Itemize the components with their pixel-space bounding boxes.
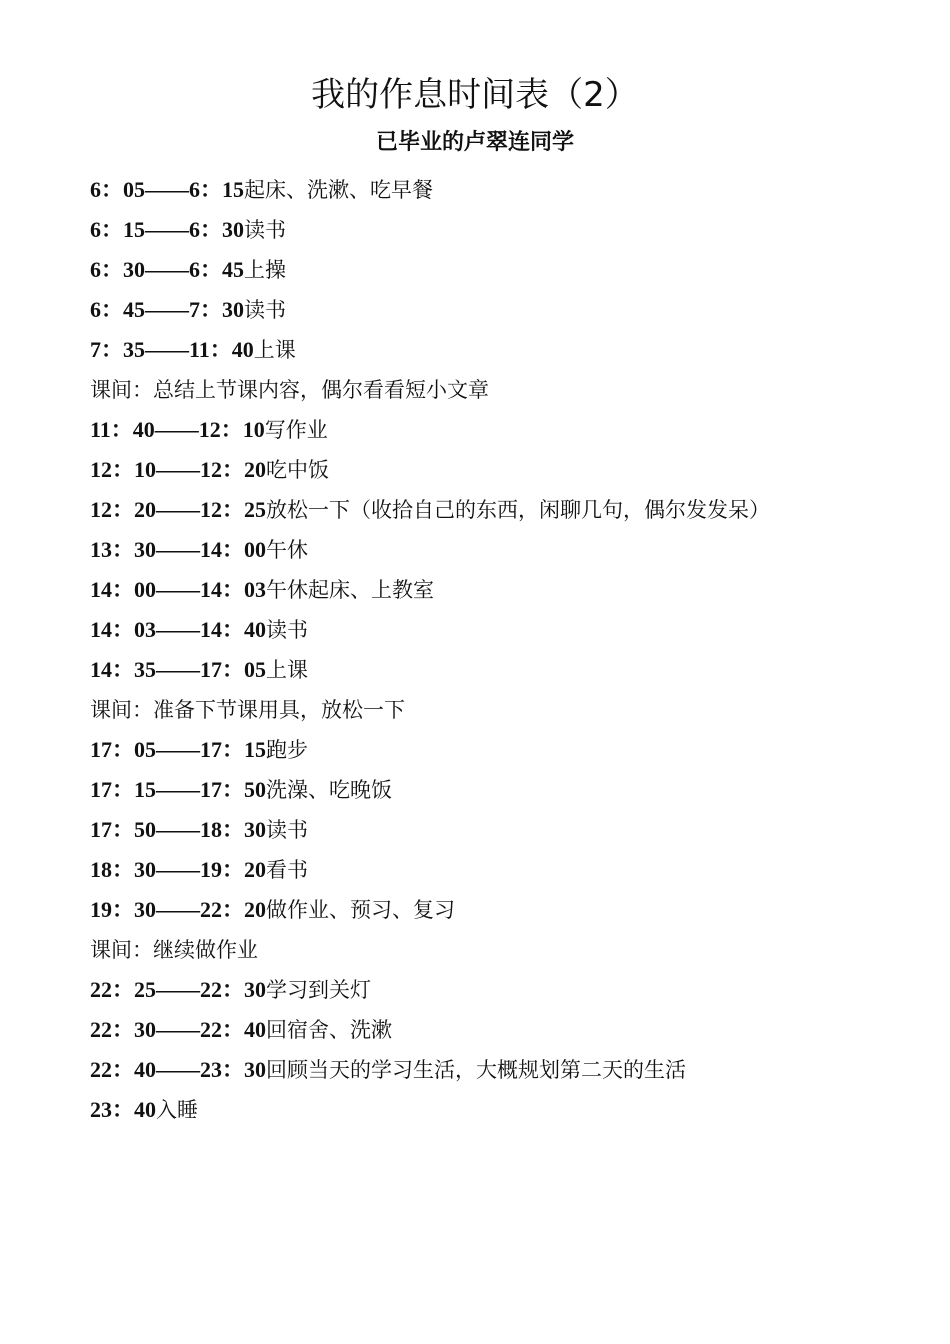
activity-text: 上操: [244, 258, 287, 282]
schedule-row: [90, 530, 930, 570]
time-range: 12：20——12：25: [90, 497, 267, 522]
activity-text: 回顾当天的学习生活，大概规划第二天的生活: [266, 1058, 687, 1082]
time-range: 22：40——23：30: [90, 1057, 267, 1082]
time-range: 6：05——6：15: [90, 177, 245, 202]
activity-text: 午休: [266, 538, 309, 562]
break-note: 课间：总结上节课内容，偶尔看看短小文章: [90, 378, 489, 402]
activity-text: 写作业: [264, 418, 328, 442]
time-range: 7：35——11：40: [90, 337, 254, 362]
time-range: 12：10——12：20: [90, 457, 267, 482]
author-subtitle: 已毕业的卢翠连同学: [375, 130, 574, 155]
break-note: 课间：继续做作业: [90, 938, 258, 962]
schedule-row: [90, 850, 930, 890]
time-range: 17：15——17：50: [90, 777, 267, 802]
schedule-note: [90, 930, 930, 970]
activity-text: 看书: [266, 858, 309, 882]
schedule-row: [90, 490, 930, 530]
schedule-row: [90, 730, 930, 770]
schedule-row: [90, 330, 930, 370]
schedule-row: [90, 210, 930, 250]
activity-text: 读书: [266, 818, 309, 842]
activity-text: 午休起床、上教室: [266, 578, 435, 602]
time-range: 19：30——22：20: [90, 897, 267, 922]
time-range: 14：35——17：05: [90, 657, 267, 682]
activity-text: 读书: [266, 618, 309, 642]
break-note: 课间：准备下节课用具，放松一下: [90, 698, 405, 722]
time-range: 6：30——6：45: [90, 257, 245, 282]
schedule-note: [90, 690, 930, 730]
schedule-row: [90, 1010, 930, 1050]
time-range: 6：15——6：30: [90, 217, 245, 242]
schedule-row: [90, 170, 930, 210]
time-range: 6：45——7：30: [90, 297, 245, 322]
activity-text: 放松一下（收拾自己的东西，闲聊几句，偶尔发发呆）: [266, 498, 771, 522]
activity-text: 读书: [244, 298, 287, 322]
activity-text: 起床、洗漱、吃早餐: [244, 178, 434, 202]
activity-text: 上课: [266, 658, 309, 682]
schedule-row: [90, 250, 930, 290]
time-range: 14：00——14：03: [90, 577, 267, 602]
time-range: 22：30——22：40: [90, 1017, 267, 1042]
schedule-note: [90, 370, 930, 410]
schedule-row: [90, 450, 930, 490]
activity-text: 读书: [244, 218, 287, 242]
time-range: 17：05——17：15: [90, 737, 267, 762]
activity-text: 做作业、预习、复习: [266, 898, 456, 922]
schedule-row: [90, 1050, 930, 1090]
schedule-row: [90, 610, 930, 650]
time-range: 18：30——19：20: [90, 857, 267, 882]
time-range: 17：50——18：30: [90, 817, 267, 842]
page-title: 我的作息时间表（2）: [311, 75, 639, 115]
activity-text: 洗澡、吃晚饭: [266, 778, 393, 802]
time-range: 22：25——22：30: [90, 977, 267, 1002]
activity-text: 吃中饭: [266, 458, 330, 482]
activity-text: 学习到关灯: [266, 978, 372, 1002]
schedule-row: [90, 970, 930, 1010]
time-range: 11：40——12：10: [90, 417, 265, 442]
activity-text: 入睡: [156, 1098, 199, 1122]
schedule-row: [90, 570, 930, 610]
schedule-list: [90, 170, 930, 1130]
schedule-row: [90, 770, 930, 810]
schedule-row: [90, 890, 930, 930]
schedule-row: [90, 1090, 930, 1130]
time-range: 13：30——14：00: [90, 537, 267, 562]
schedule-row: [90, 650, 930, 690]
schedule-row: [90, 290, 930, 330]
activity-text: 回宿舍、洗漱: [266, 1018, 393, 1042]
activity-text: 跑步: [266, 738, 309, 762]
time-range: 23：40: [90, 1097, 157, 1122]
schedule-row: [90, 410, 930, 450]
schedule-row: [90, 810, 930, 850]
activity-text: 上课: [253, 338, 296, 362]
time-range: 14：03——14：40: [90, 617, 267, 642]
